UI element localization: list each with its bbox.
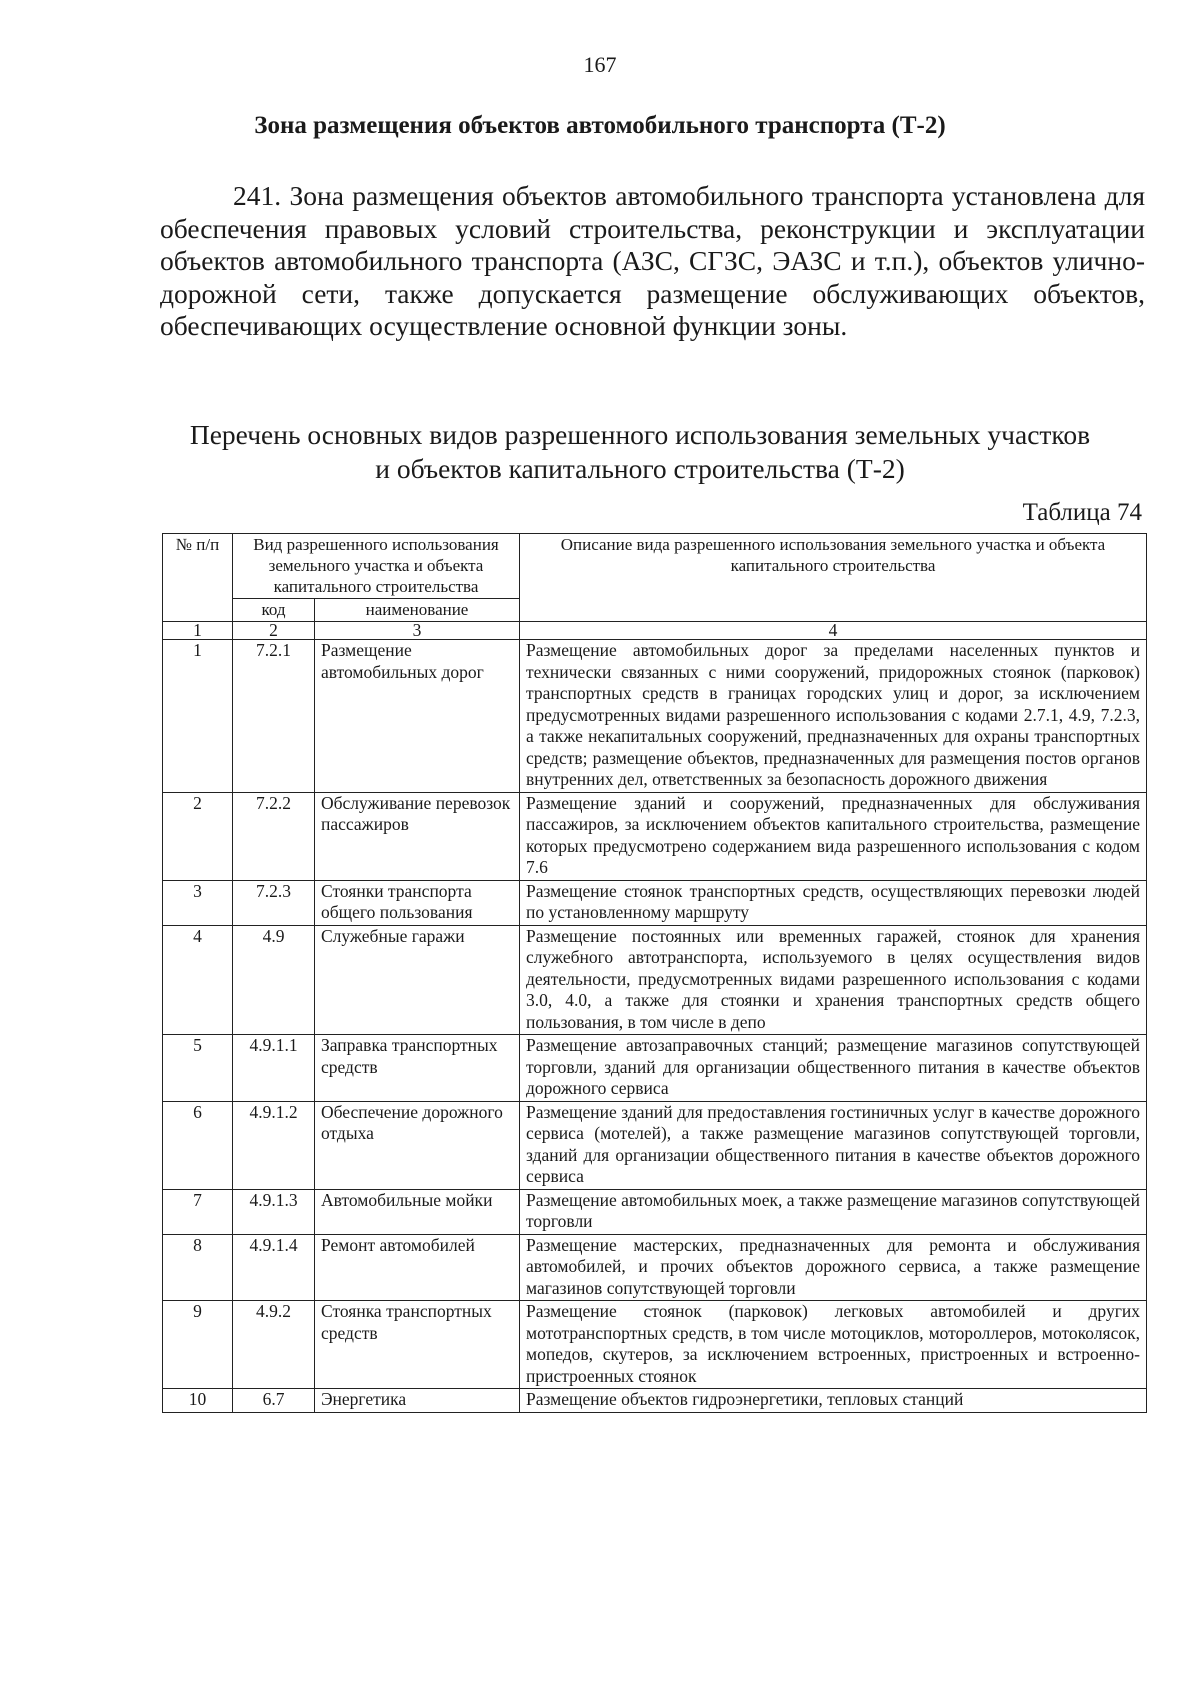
row-num: 5 — [163, 1035, 233, 1102]
table-row — [163, 1234, 1147, 1301]
table-row — [163, 1101, 1147, 1189]
zone-title: Зона размещения объектов автомобильного транспорта (Т-2) — [254, 112, 946, 139]
column-number: 2 — [233, 622, 315, 640]
row-desc: Размещение мастерских, предназначенных для ремонта и обслуживания автомобилей, и прочих объектов дорожного сервиса, а также размещение магазинов сопутствующей торговли — [520, 1234, 1147, 1301]
row-name: Обслуживание перевозок пассажиров — [315, 792, 520, 880]
row-desc: Размещение зданий и сооружений, предназначенных для обслуживания пассажиров, за исключением объектов капитального строительства, размещение которых предусмотрено содержанием вида разрешенного использования с кодом 7.6 — [520, 792, 1147, 880]
column-number: 3 — [315, 622, 520, 640]
table-row — [163, 925, 1147, 1035]
row-code: 7.2.1 — [233, 640, 315, 793]
row-code: 7.2.3 — [233, 880, 315, 925]
row-name: Служебные гаражи — [315, 925, 520, 1035]
row-desc: Размещение автомобильных дорог за пределами населенных пунктов и технически связанных с ними сооружений, придорожных стоянок (парковок) транспортных средств в границах городских улиц и дорог, за исключением предусмотренных видами разрешенного использования с кодами 2.7.1, 4.9, 7.2.3, а также некапитальных сооружений, предназначенных для охраны транспортных средств; размещение объектов, предназначенных для размещения постов органов внутренних дел, ответственных за безопасность дорожного движения — [520, 640, 1147, 793]
row-num: 3 — [163, 880, 233, 925]
row-code: 4.9.1.4 — [233, 1234, 315, 1301]
row-desc: Размещение автозаправочных станций; размещение магазинов сопутствующей торговли, зданий для организации общественного питания в качестве объектов дорожного сервиса — [520, 1035, 1147, 1102]
row-name: Стоянка транспортных средств — [315, 1301, 520, 1389]
column-number: 1 — [163, 622, 233, 640]
table-label: Таблица 74 — [1022, 499, 1142, 526]
row-code: 4.9.2 — [233, 1301, 315, 1389]
header-name: наименование — [315, 599, 520, 622]
row-num: 7 — [163, 1189, 233, 1234]
table-row — [163, 1035, 1147, 1102]
table-row — [163, 640, 1147, 793]
table-row — [163, 880, 1147, 925]
row-name: Размещение автомобильных дорог — [315, 640, 520, 793]
row-num: 8 — [163, 1234, 233, 1301]
header-vid: Вид разрешенного использования земельного участка и объекта капитального строительства — [233, 534, 520, 599]
row-code: 4.9.1.3 — [233, 1189, 315, 1234]
row-num: 1 — [163, 640, 233, 793]
row-code: 4.9 — [233, 925, 315, 1035]
row-num: 6 — [163, 1101, 233, 1189]
header-code: код — [233, 599, 315, 622]
row-num: 4 — [163, 925, 233, 1035]
row-num: 9 — [163, 1301, 233, 1389]
row-name: Энергетика — [315, 1389, 520, 1413]
table-row — [163, 1389, 1147, 1413]
table-row — [163, 1301, 1147, 1389]
list-title — [140, 418, 1140, 486]
land-use-table — [162, 533, 1147, 1413]
list-title-line-2: и объектов капитального строительства (Т-2) — [375, 453, 905, 484]
column-number: 4 — [520, 622, 1147, 640]
row-desc: Размещение стоянок (парковок) легковых автомобилей и других мототранспортных средств, в том числе мотоциклов, мотороллеров, мотоколясок, мопедов, скутеров, за исключением встроенных, пристроенных и встроенно-пристроенных стоянок — [520, 1301, 1147, 1389]
row-name: Стоянки транспорта общего пользования — [315, 880, 520, 925]
row-num: 2 — [163, 792, 233, 880]
row-num: 10 — [163, 1389, 233, 1413]
row-desc: Размещение зданий для предоставления гостиничных услуг в качестве дорожного сервиса (мотелей), а также размещение магазинов сопутствующей торговли, зданий для организации общественного питания в качестве объектов дорожного сервиса — [520, 1101, 1147, 1189]
row-desc: Размещение стоянок транспортных средств, осуществляющих перевозки людей по установленному маршруту — [520, 880, 1147, 925]
row-name: Ремонт автомобилей — [315, 1234, 520, 1301]
row-code: 6.7 — [233, 1389, 315, 1413]
row-code: 7.2.2 — [233, 792, 315, 880]
table-row — [163, 792, 1147, 880]
column-number-row — [163, 622, 1147, 640]
header-desc: Описание вида разрешенного использования земельного участка и объекта капитального строительства — [520, 534, 1147, 622]
row-name: Обеспечение дорожного отдыха — [315, 1101, 520, 1189]
header-num: № п/п — [163, 534, 233, 622]
row-desc: Размещение автомобильных моек, а также размещение магазинов сопутствующей торговли — [520, 1189, 1147, 1234]
page-number: 167 — [583, 52, 617, 77]
row-code: 4.9.1.2 — [233, 1101, 315, 1189]
list-title-line-1: Перечень основных видов разрешенного использования земельных участков — [189, 419, 1091, 450]
row-name: Заправка транспортных средств — [315, 1035, 520, 1102]
table-row — [163, 1189, 1147, 1234]
row-desc: Размещение постоянных или временных гаражей, стоянок для хранения служебного автотранспорта, используемого в целях осуществления видов деятельности, предусмотренных видами разрешенного использования с кодами 3.0, 4.0, а также для стоянки и хранения транспортных средств общего пользования, в том числе в депо — [520, 925, 1147, 1035]
row-desc: Размещение объектов гидроэнергетики, тепловых станций — [520, 1389, 1147, 1413]
row-name: Автомобильные мойки — [315, 1189, 520, 1234]
intro-paragraph: 241. Зона размещения объектов автомобильного транспорта установлена для обеспечения правовых условий строительства, реконструкции и эксплуатации объектов автомобильного транспорта (АЗС, СГЗС, ЭАЗС и т.п.), объектов улично-дорожной сети, также допускается размещение обслуживающих объектов, обеспечивающих осуществление основной функции зоны. — [160, 180, 1145, 341]
row-code: 4.9.1.1 — [233, 1035, 315, 1102]
